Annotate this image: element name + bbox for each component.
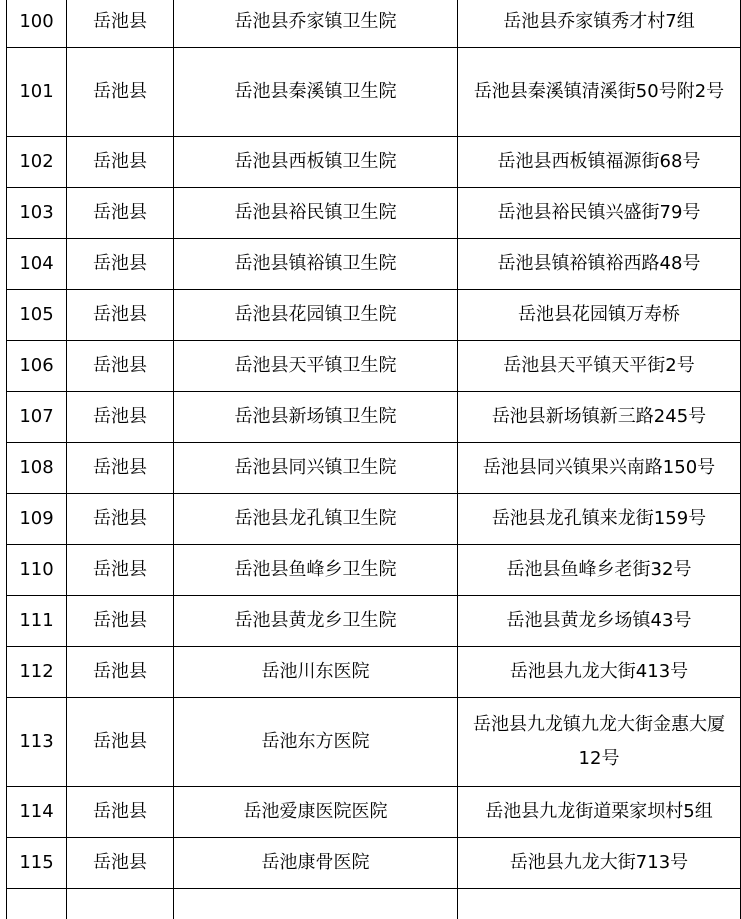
county-cell: 岳池县 xyxy=(67,787,174,838)
table-row-partial xyxy=(7,889,741,919)
table-row xyxy=(7,341,741,392)
row-number: 110 xyxy=(7,545,67,596)
row-number: 104 xyxy=(7,239,67,290)
institution-name-cell: 岳池县裕民镇卫生院 xyxy=(174,188,458,239)
address-cell: 岳池县九龙镇九龙大街金惠大厦12号 xyxy=(458,698,741,787)
institution-name-cell: 岳池县天平镇卫生院 xyxy=(174,341,458,392)
row-number: 100 xyxy=(7,0,67,48)
row-number: 109 xyxy=(7,494,67,545)
address-cell: 岳池县九龙大街713号 xyxy=(458,838,741,889)
institution-name-cell: 岳池县新场镇卫生院 xyxy=(174,392,458,443)
county-cell: 岳池县 xyxy=(67,698,174,787)
row-number: 101 xyxy=(7,48,67,137)
county-cell: 岳池县 xyxy=(67,494,174,545)
empty-cell xyxy=(7,889,67,919)
institution-name-cell: 岳池县龙孔镇卫生院 xyxy=(174,494,458,545)
address-cell: 岳池县鱼峰乡老街32号 xyxy=(458,545,741,596)
address-cell: 岳池县天平镇天平街2号 xyxy=(458,341,741,392)
table-row xyxy=(7,392,741,443)
address-cell: 岳池县秦溪镇清溪街50号附2号 xyxy=(458,48,741,137)
institution-name-cell: 岳池爱康医院医院 xyxy=(174,787,458,838)
row-number: 115 xyxy=(7,838,67,889)
empty-cell xyxy=(67,889,174,919)
table-row xyxy=(7,48,741,137)
institution-name-cell: 岳池县秦溪镇卫生院 xyxy=(174,48,458,137)
address-cell: 岳池县黄龙乡场镇43号 xyxy=(458,596,741,647)
table-row xyxy=(7,494,741,545)
table-row xyxy=(7,787,741,838)
row-number: 113 xyxy=(7,698,67,787)
address-cell: 岳池县西板镇福源街68号 xyxy=(458,137,741,188)
institution-name-cell: 岳池县西板镇卫生院 xyxy=(174,137,458,188)
address-cell: 岳池县裕民镇兴盛街79号 xyxy=(458,188,741,239)
county-cell: 岳池县 xyxy=(67,392,174,443)
table-row xyxy=(7,838,741,889)
county-cell: 岳池县 xyxy=(67,239,174,290)
address-cell: 岳池县九龙街道栗家坝村5组 xyxy=(458,787,741,838)
county-cell: 岳池县 xyxy=(67,596,174,647)
table-row xyxy=(7,545,741,596)
table-body xyxy=(7,0,741,919)
table-row xyxy=(7,188,741,239)
institution-name-cell: 岳池东方医院 xyxy=(174,698,458,787)
county-cell: 岳池县 xyxy=(67,0,174,48)
table-row xyxy=(7,0,741,48)
address-cell: 岳池县乔家镇秀才村7组 xyxy=(458,0,741,48)
address-cell: 岳池县龙孔镇来龙街159号 xyxy=(458,494,741,545)
hospital-table xyxy=(6,0,741,919)
county-cell: 岳池县 xyxy=(67,443,174,494)
address-cell: 岳池县镇裕镇裕西路48号 xyxy=(458,239,741,290)
row-number: 105 xyxy=(7,290,67,341)
row-number: 107 xyxy=(7,392,67,443)
row-number: 102 xyxy=(7,137,67,188)
county-cell: 岳池县 xyxy=(67,545,174,596)
table-row xyxy=(7,698,741,787)
table-row xyxy=(7,596,741,647)
hospital-table-container xyxy=(6,0,740,919)
row-number: 114 xyxy=(7,787,67,838)
table-row xyxy=(7,137,741,188)
address-cell: 岳池县同兴镇果兴南路150号 xyxy=(458,443,741,494)
table-row xyxy=(7,290,741,341)
row-number: 112 xyxy=(7,647,67,698)
institution-name-cell: 岳池县黄龙乡卫生院 xyxy=(174,596,458,647)
county-cell: 岳池县 xyxy=(67,137,174,188)
county-cell: 岳池县 xyxy=(67,341,174,392)
institution-name-cell: 岳池县镇裕镇卫生院 xyxy=(174,239,458,290)
empty-cell xyxy=(174,889,458,919)
county-cell: 岳池县 xyxy=(67,188,174,239)
table-row xyxy=(7,647,741,698)
empty-cell xyxy=(458,889,741,919)
institution-name-cell: 岳池县乔家镇卫生院 xyxy=(174,0,458,48)
institution-name-cell: 岳池康骨医院 xyxy=(174,838,458,889)
row-number: 106 xyxy=(7,341,67,392)
institution-name-cell: 岳池县鱼峰乡卫生院 xyxy=(174,545,458,596)
address-cell: 岳池县九龙大街413号 xyxy=(458,647,741,698)
county-cell: 岳池县 xyxy=(67,290,174,341)
institution-name-cell: 岳池县花园镇卫生院 xyxy=(174,290,458,341)
address-cell: 岳池县新场镇新三路245号 xyxy=(458,392,741,443)
county-cell: 岳池县 xyxy=(67,838,174,889)
table-row xyxy=(7,239,741,290)
institution-name-cell: 岳池县同兴镇卫生院 xyxy=(174,443,458,494)
row-number: 108 xyxy=(7,443,67,494)
institution-name-cell: 岳池川东医院 xyxy=(174,647,458,698)
table-row xyxy=(7,443,741,494)
row-number: 103 xyxy=(7,188,67,239)
county-cell: 岳池县 xyxy=(67,48,174,137)
row-number: 111 xyxy=(7,596,67,647)
address-cell: 岳池县花园镇万寿桥 xyxy=(458,290,741,341)
county-cell: 岳池县 xyxy=(67,647,174,698)
